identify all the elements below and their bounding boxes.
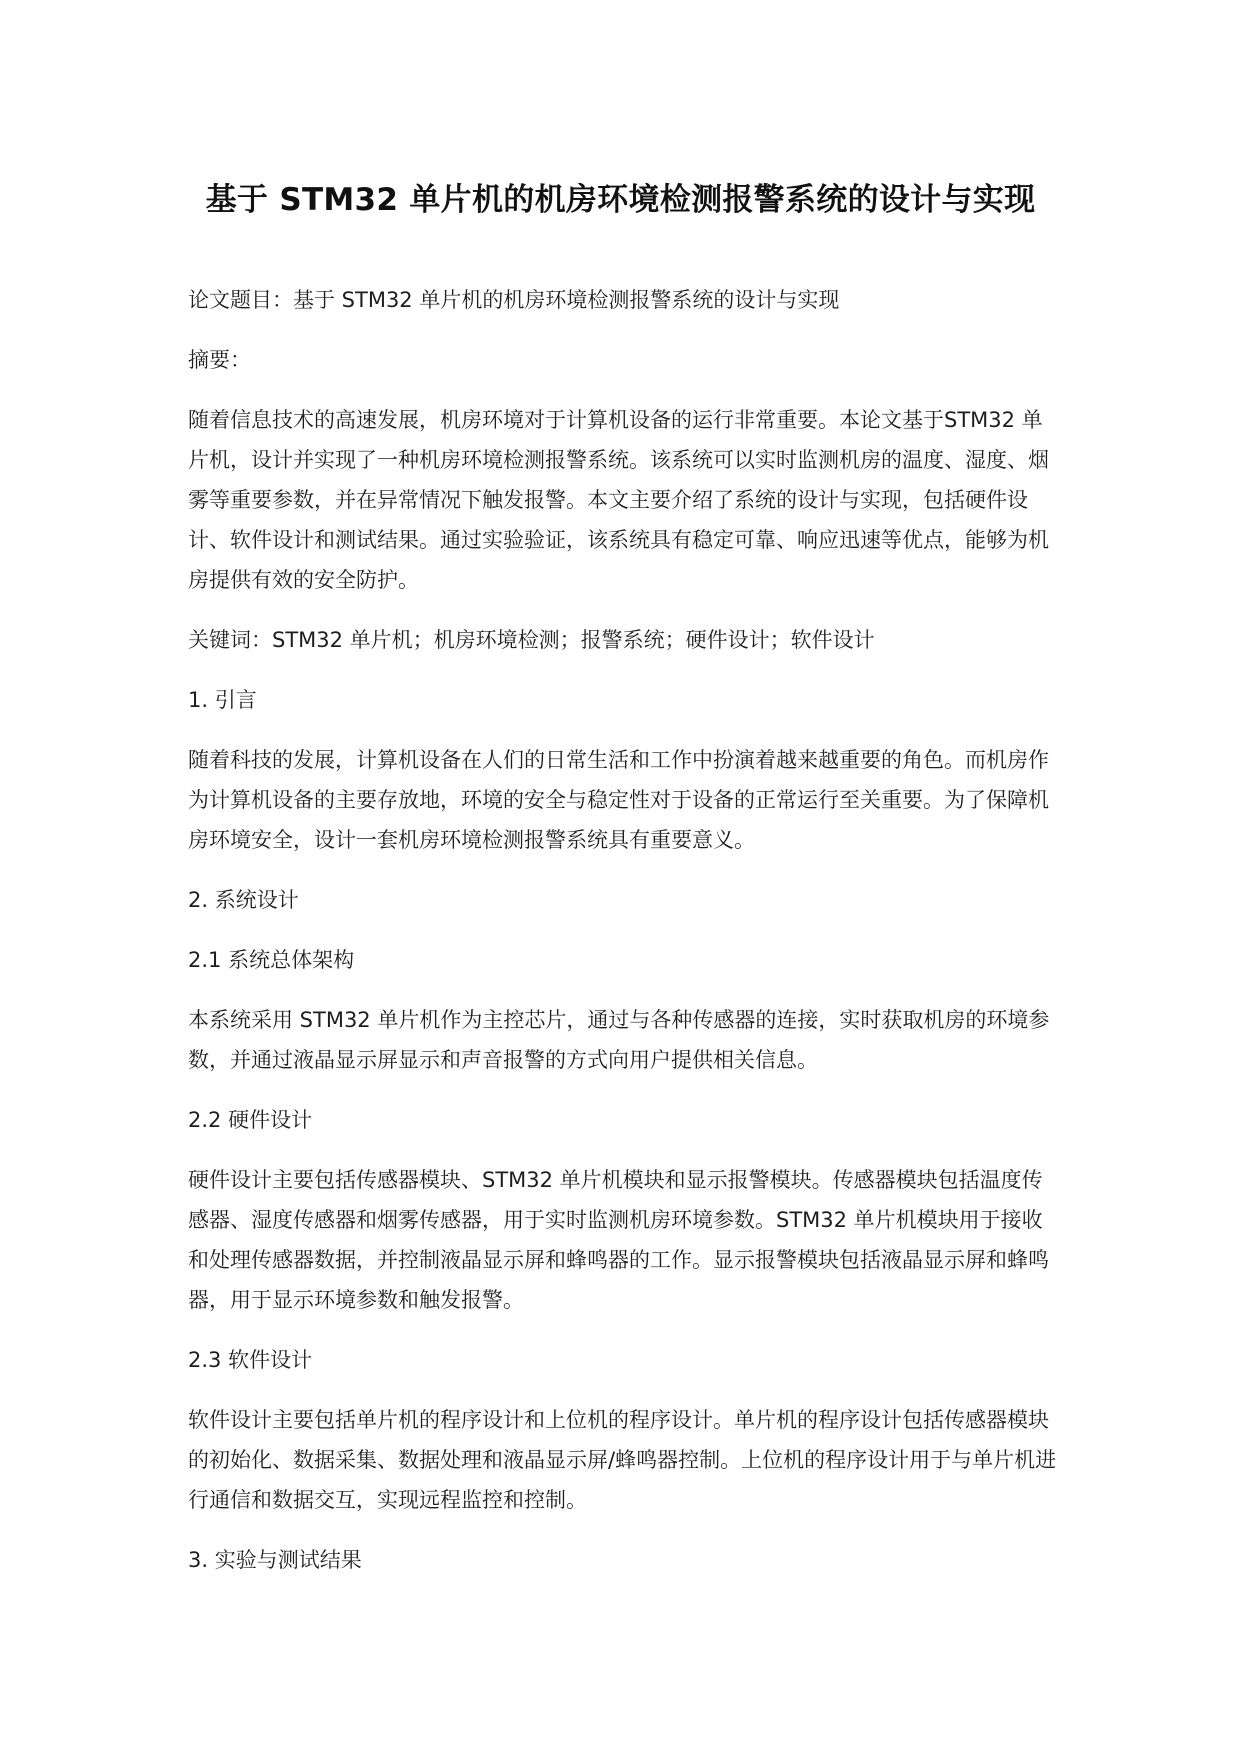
section-heading-introduction: 1. 引言 <box>188 688 257 712</box>
hardware-paragraph: 硬件设计主要包括传感器模块、STM32 单片机模块和显示报警模块。传感器模块包括温度传感器、湿度传感器和烟雾传感器，用于实时监测机房环境参数。STM32 单片机模块用于接收和处理传感器数据，并控制液晶显示屏和蜂鸣器的工作。显示报警模块包括液晶显示屏和蜂鸣器，用于显示环境参数和触发报警。 <box>188 1168 1049 1312</box>
document-title: 基于 STM32 单片机的机房环境检测报警系统的设计与实现 <box>205 182 1036 218</box>
subsection-heading-hardware: 2.2 硬件设计 <box>188 1108 313 1132</box>
paper-topic-line: 论文题目：基于 STM32 单片机的机房环境检测报警系统的设计与实现 <box>188 288 840 312</box>
section-heading-system-design: 2. 系统设计 <box>188 888 299 912</box>
abstract-paragraph: 随着信息技术的高速发展，机房环境对于计算机设备的运行非常重要。本论文基于STM32 单片机，设计并实现了一种机房环境检测报警系统。该系统可以实时监测机房的温度、湿度、烟雾等重要参数，并在异常情况下触发报警。本文主要介绍了系统的设计与实现，包括硬件设计、软件设计和测试结果。通过实验验证，该系统具有稳定可靠、响应迅速等优点，能够为机房提供有效的安全防护。 <box>188 408 1049 592</box>
software-paragraph: 软件设计主要包括单片机的程序设计和上位机的程序设计。单片机的程序设计包括传感器模块的初始化、数据采集、数据处理和液晶显示屏/蜂鸣器控制。上位机的程序设计用于与单片机进行通信和数据交互，实现远程监控和控制。 <box>188 1408 1057 1512</box>
subsection-heading-architecture: 2.1 系统总体架构 <box>188 948 355 972</box>
architecture-paragraph: 本系统采用 STM32 单片机作为主控芯片，通过与各种传感器的连接，实时获取机房的环境参数，并通过液晶显示屏显示和声音报警的方式向用户提供相关信息。 <box>188 1008 1050 1072</box>
section-heading-experiment: 3. 实验与测试结果 <box>188 1548 362 1572</box>
abstract-heading: 摘要： <box>188 348 251 372</box>
introduction-paragraph: 随着科技的发展，计算机设备在人们的日常生活和工作中扮演着越来越重要的角色。而机房作为计算机设备的主要存放地，环境的安全与稳定性对于设备的正常运行至关重要。为了保障机房环境安全，设计一套机房环境检测报警系统具有重要意义。 <box>188 748 1049 852</box>
subsection-heading-software: 2.3 软件设计 <box>188 1348 313 1372</box>
keywords-line: 关键词：STM32 单片机；机房环境检测；报警系统；硬件设计；软件设计 <box>188 628 875 652</box>
document-body <box>188 280 1058 1600</box>
